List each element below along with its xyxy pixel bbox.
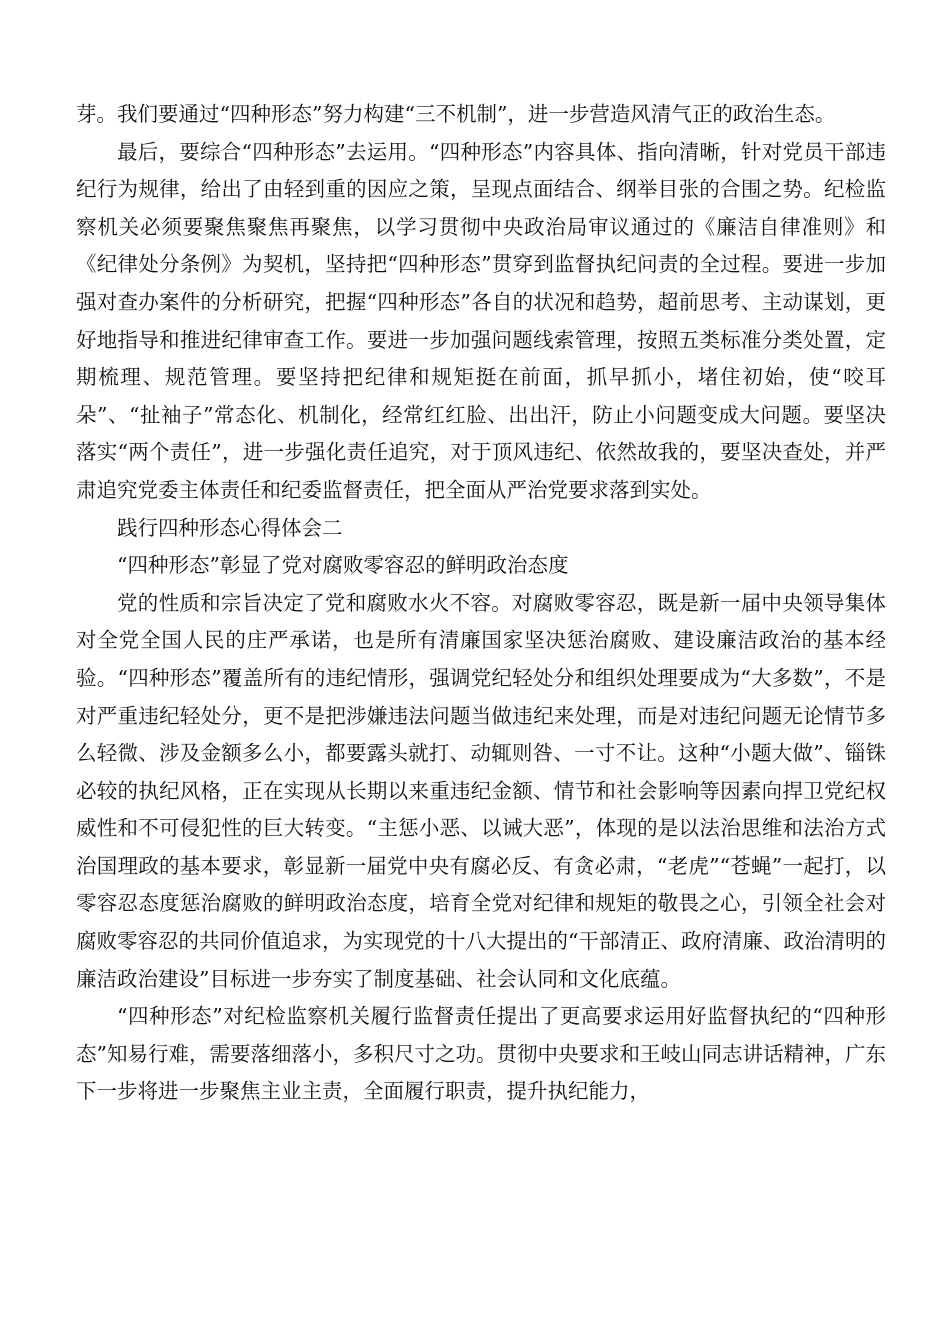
paragraph-continuation: 芽。我们要通过“四种形态”努力构建“三不机制”，进一步营造风清气正的政治生态。 xyxy=(76,102,836,126)
paragraph-supervision: “四种形态”对纪检监察机关履行监督责任提出了更高要求运用好监督执纪的“四种形态”知易行难，需要落细落小，多积尺寸之功。贯彻中央要求和王岐山同志讲话精神，广东下一步将进一步聚焦主业主责，全面履行职责，提升执纪能力， xyxy=(76,1004,886,1104)
document-body xyxy=(76,96,886,1111)
paragraph-zero-tolerance: 党的性质和宗旨决定了党和腐败水火不容。对腐败零容忍，既是新一届中央领导集体对全党全国人民的庄严承诺，也是所有清廉国家坚决惩治腐败、建设廉洁政治的基本经验。“四种形态”覆盖所有的违纪情形，强调党纪轻处分和组织处理要成为“大多数”，不是对严重违纪轻处分，更不是把涉嫌违法问题当做违纪来处理，而是对违纪问题无论情节多么轻微、涉及金额多么小，都要露头就打、动辄则咎、一寸不让。这种“小题大做”、锱铢必较的执纪风格，正在实现从长期以来重违纪金额、情节和社会影响等因素向捍卫党纪权威性和不可侵犯性的巨大转变。“主惩小恶、以诫大恶”，体现的是以法治思维和法治方式治国理政的基本要求，彰显新一届党中央有腐必反、有贪必肃，“老虎”“苍蝇”一起打，以零容忍态度惩治腐败的鲜明政治态度，培育全党对纪律和规矩的敬畏之心，引领全社会对腐败零容忍的共同价值追求，为实现党的十八大提出的“干部清正、政府清廉、政治清明的廉洁政治建设”目标进一步夯实了制度基础、社会认同和文化底蕴。 xyxy=(76,590,886,991)
subsection-heading: “四种形态”彰显了党对腐败零容忍的鲜明政治态度 xyxy=(117,553,569,578)
section-heading: 践行四种形态心得体会二 xyxy=(117,515,343,540)
paragraph-finally: 最后，要综合“四种形态”去运用。“四种形态”内容具体、指向清晰，针对党员干部违纪行为规律，给出了由轻到重的因应之策，呈现点面结合、纲举目张的合围之势。纪检监察机关必须要聚焦聚焦再聚焦，以学习贯彻中央政治局审议通过的《廉洁自律准则》和《纪律处分条例》为契机，坚持把“四种形态”贯穿到监督执纪问责的全过程。要进一步加强对查办案件的分析研究，把握“四种形态”各自的状况和趋势，超前思考、主动谋划，更好地指导和推进纪律审查工作。要进一步加强问题线索管理，按照五类标准分类处置，定期梳理、规范管理。要坚持把纪律和规矩挺在前面，抓早抓小，堵住初始，使“咬耳朵”、“扯袖子”常态化、机制化，经常红红脸、出出汗，防止小问题变成大问题。要坚决落实“两个责任”，进一步强化责任追究，对于顶风违纪、依然故我的，要坚决查处，并严肃追究党委主体责任和纪委监督责任，把全面从严治党要求落到实处。 xyxy=(76,139,886,502)
